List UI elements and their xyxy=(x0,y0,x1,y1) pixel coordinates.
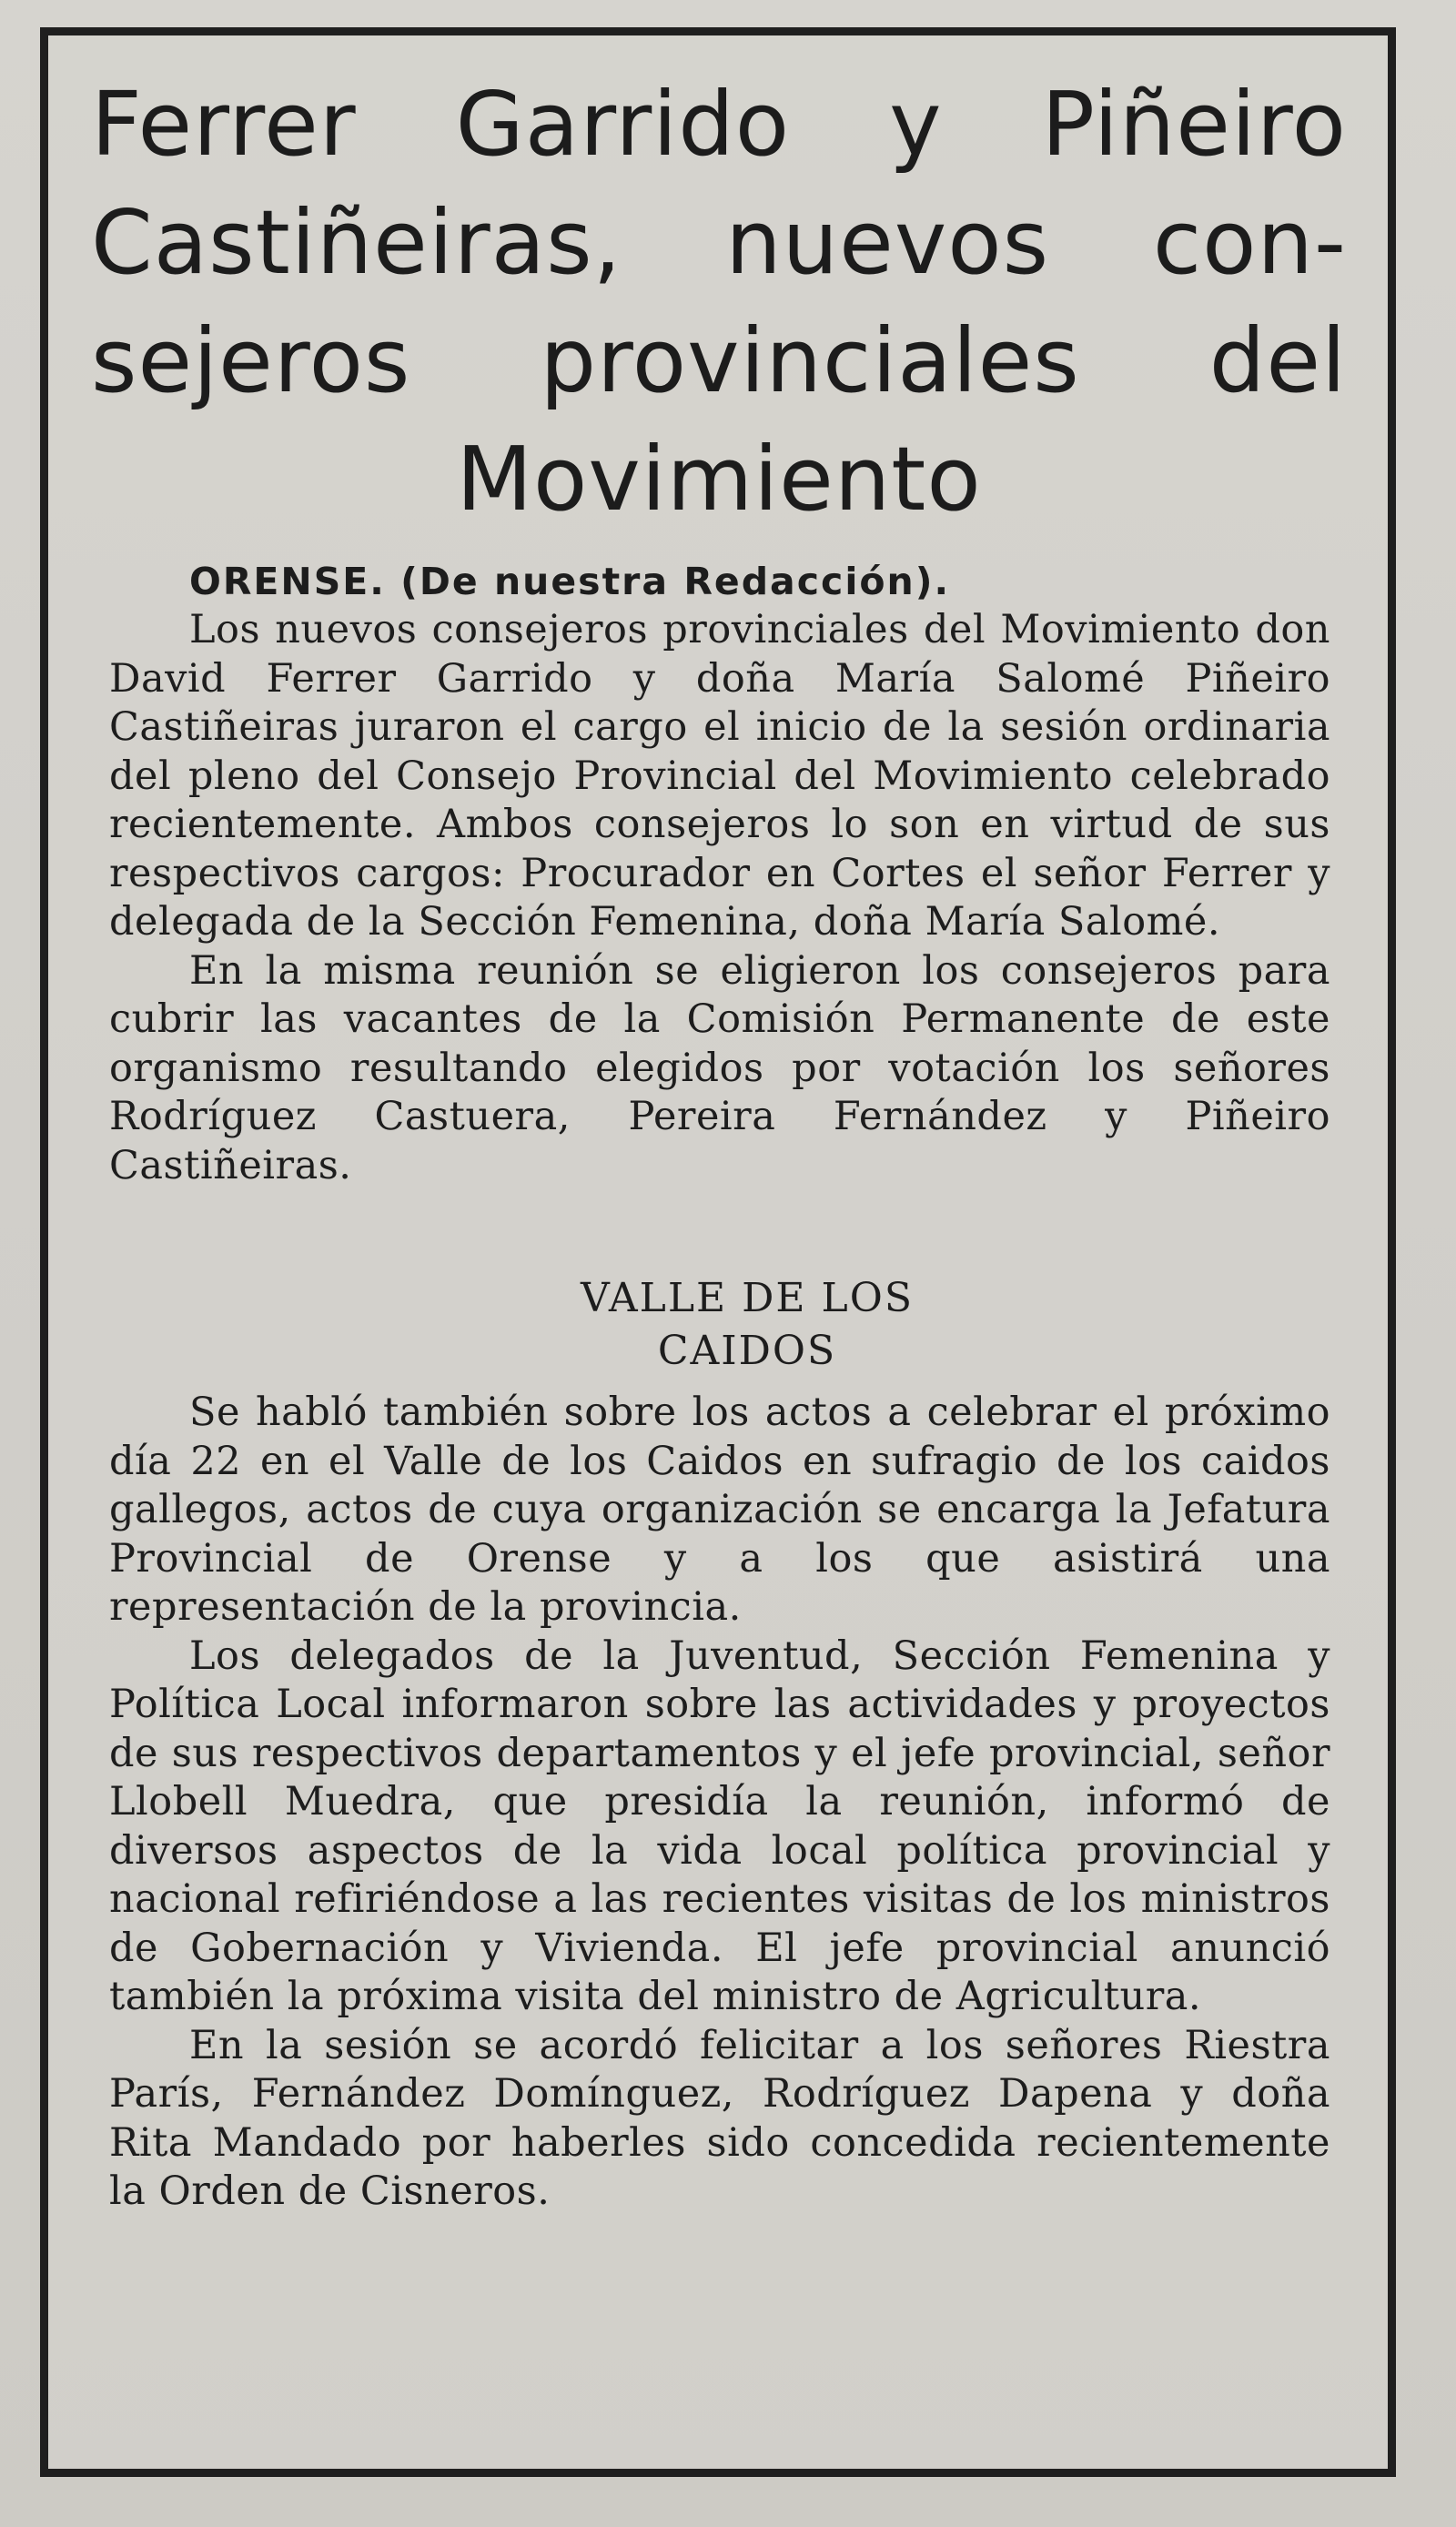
headline-line: sejeros provinciales del xyxy=(91,309,1347,412)
headline-line: Ferrer Garrido y Piñeiro xyxy=(91,73,1347,176)
body-paragraph: Se habló también sobre los actos a celebrar el próximo día 22 en el Valle de los Caidos en sufragio de los caidos gallegos, actos de cuya organización se encarga la Jefatura Provincial de Orense y a los que asistirá una representación de la provincia. xyxy=(109,1390,1330,1630)
spacer xyxy=(109,1378,1330,1389)
dateline: ORENSE. (De nuestra Redacción). xyxy=(189,560,951,603)
body-paragraph: Los delegados de la Juventud, Sección Femenina y Política Local informaron sobre las actividades y proyectos de sus respectivos departamentos y el jefe provincial, señor Llobell Muedra, que presidía la reunión, informó de diversos aspectos de la vida local política provincial y nacional refiriéndose a las recientes visitas de los ministros de Gobernación y Vivienda. El jefe provincial anunció también la próxima visita del ministro de Agricultura. xyxy=(109,1632,1330,2019)
headline-line: Castiñeiras, nuevos con- xyxy=(91,191,1347,294)
article-headline xyxy=(91,66,1347,539)
section-subheading xyxy=(109,1272,1330,1378)
subheading-line: VALLE DE LOS xyxy=(581,1275,914,1321)
subheading-line: CAIDOS xyxy=(657,1328,837,1374)
headline-line: Movimiento xyxy=(456,428,982,531)
article-body xyxy=(109,557,1330,2217)
body-paragraph: En la sesión se acordó felicitar a los señores Riestra París, Fernández Domínguez, Rodríguez Dapena y doña Rita Mandado por haberles sido concedida recientemente la Orden de Cisneros. xyxy=(109,2022,1330,2214)
body-paragraph: Los nuevos consejeros provinciales del Movimiento don David Ferrer Garrido y doña María Salomé Piñeiro Castiñeiras juraron el cargo el inicio de la sesión ordinaria del pleno del Consejo Provincial del Movimiento celebrado recientemente. Ambos consejeros lo son en virtud de sus respectivos cargos: Procurador en Cortes el señor Ferrer y delegada de la Sección Femenina, doña María Salomé. xyxy=(109,607,1330,945)
body-paragraph: En la misma reunión se eligieron los consejeros para cubrir las vacantes de la Comisión Permanente de este organismo resultando elegidos por votación los señores Rodríguez Castuera, Pereira Fernández y Piñeiro Castiñeiras. xyxy=(109,947,1330,1188)
